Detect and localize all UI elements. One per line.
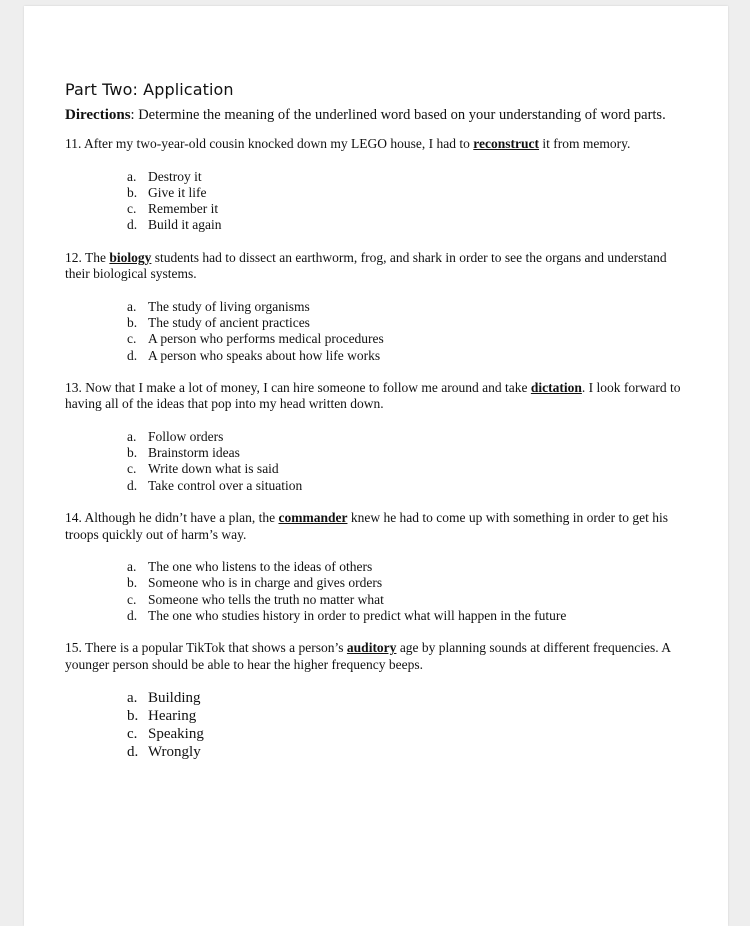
answer-option[interactable] (127, 689, 687, 707)
option-letter: c. (127, 591, 137, 607)
answer-option[interactable] (127, 331, 687, 347)
option-letter: b. (127, 184, 138, 200)
option-text: Build it again (148, 217, 222, 233)
directions-text: : Determine the meaning of the underlined word based on your understanding of word parts. (130, 107, 666, 123)
underlined-word: dictation (530, 379, 582, 395)
option-letter: b. (127, 575, 138, 591)
answer-option[interactable] (127, 315, 687, 331)
answer-option[interactable] (127, 743, 687, 761)
option-letter: a. (127, 298, 137, 314)
question-text: knew he had to come up with something in order to get his troops quickly out of harm’s way. (65, 510, 669, 542)
question-14 (65, 510, 687, 543)
question-11 (65, 136, 687, 153)
option-text: Brainstorm ideas (148, 445, 240, 461)
directions-label: Directions (65, 107, 131, 123)
underlined-word: commander (278, 510, 348, 526)
answer-option[interactable] (127, 217, 687, 233)
answer-option[interactable] (127, 348, 687, 364)
answer-options-15 (65, 689, 687, 761)
answer-option[interactable] (127, 725, 687, 743)
question-text: 11. After my two-year-old cousin knocked down my LEGO house, I had to (65, 136, 474, 151)
underlined-word: auditory (346, 640, 397, 656)
answer-options-11 (65, 169, 687, 234)
underlined-word: biology (109, 249, 152, 265)
option-letter: c. (127, 461, 137, 477)
answer-options-12 (65, 299, 687, 364)
answer-option[interactable] (127, 299, 687, 315)
answer-option[interactable] (127, 559, 687, 575)
option-letter: a. (127, 559, 137, 575)
answer-option[interactable] (127, 445, 687, 461)
question-12 (65, 250, 687, 283)
option-text: The study of ancient practices (148, 314, 310, 330)
document-page (24, 6, 728, 926)
option-letter: a. (127, 690, 138, 707)
option-letter: b. (127, 708, 139, 725)
option-text: Follow orders (148, 428, 224, 444)
question-text: 15. There is a popular TikTok that shows a person’s (65, 640, 347, 656)
option-text: Destroy it (148, 168, 202, 184)
answer-option[interactable] (127, 707, 687, 725)
option-letter: d. (127, 744, 139, 761)
option-text: The study of living organisms (148, 298, 310, 314)
option-text: A person who speaks about how life works (148, 347, 381, 363)
answer-option[interactable] (127, 461, 687, 477)
question-text: students had to dissect an earthworm, frog, and shark in order to see the organs and understand their biological systems. (65, 249, 667, 282)
option-letter: d. (127, 347, 138, 363)
answer-option[interactable] (127, 429, 687, 445)
answer-option[interactable] (127, 201, 687, 217)
answer-option[interactable] (127, 169, 687, 185)
option-text: Hearing (148, 708, 197, 725)
directions (65, 107, 687, 124)
underlined-word: reconstruct (473, 136, 540, 151)
option-text: Speaking (148, 726, 204, 743)
answer-option[interactable] (127, 478, 687, 494)
answer-option[interactable] (127, 185, 687, 201)
option-letter: a. (127, 428, 137, 444)
question-text: 12. The (65, 249, 110, 265)
question-text: 13. Now that I make a lot of money, I can hire someone to follow me around and take (65, 379, 531, 395)
option-text: The one who studies history in order to predict what will happen in the future (148, 607, 567, 623)
part-title: Part Two: Application (65, 80, 234, 99)
option-letter: c. (127, 201, 137, 217)
question-15 (65, 640, 687, 673)
option-text: Someone who is in charge and gives orders (148, 575, 383, 591)
option-text: Remember it (148, 201, 219, 217)
question-text: it from memory. (539, 136, 631, 151)
option-letter: d. (127, 217, 138, 233)
question-text: age by planning sounds at different frequencies. A younger person should be able to hear the higher frequency beeps. (65, 640, 671, 672)
question-text: 14. Although he didn’t have a plan, the (65, 510, 279, 526)
option-letter: c. (127, 726, 138, 743)
option-letter: d. (127, 607, 138, 623)
option-letter: c. (127, 331, 137, 347)
answer-option[interactable] (127, 575, 687, 591)
question-13 (65, 380, 687, 413)
option-letter: d. (127, 477, 138, 493)
option-text: Write down what is said (148, 461, 279, 477)
option-letter: b. (127, 314, 138, 330)
option-text: Building (148, 690, 201, 707)
option-letter: b. (127, 445, 138, 461)
answer-options-14 (65, 559, 687, 624)
worksheet-content (65, 80, 687, 777)
option-text: Wrongly (148, 744, 201, 761)
answer-option[interactable] (127, 608, 687, 624)
question-text: . I look forward to having all of the ideas that pop into my head written down. (65, 379, 681, 412)
option-text: Give it life (148, 184, 207, 200)
option-letter: a. (127, 168, 137, 184)
option-text: A person who performs medical procedures (148, 331, 384, 347)
option-text: The one who listens to the ideas of others (148, 559, 373, 575)
option-text: Someone who tells the truth no matter what (148, 591, 384, 607)
option-text: Take control over a situation (148, 477, 303, 493)
answer-option[interactable] (127, 592, 687, 608)
answer-options-13 (65, 429, 687, 494)
